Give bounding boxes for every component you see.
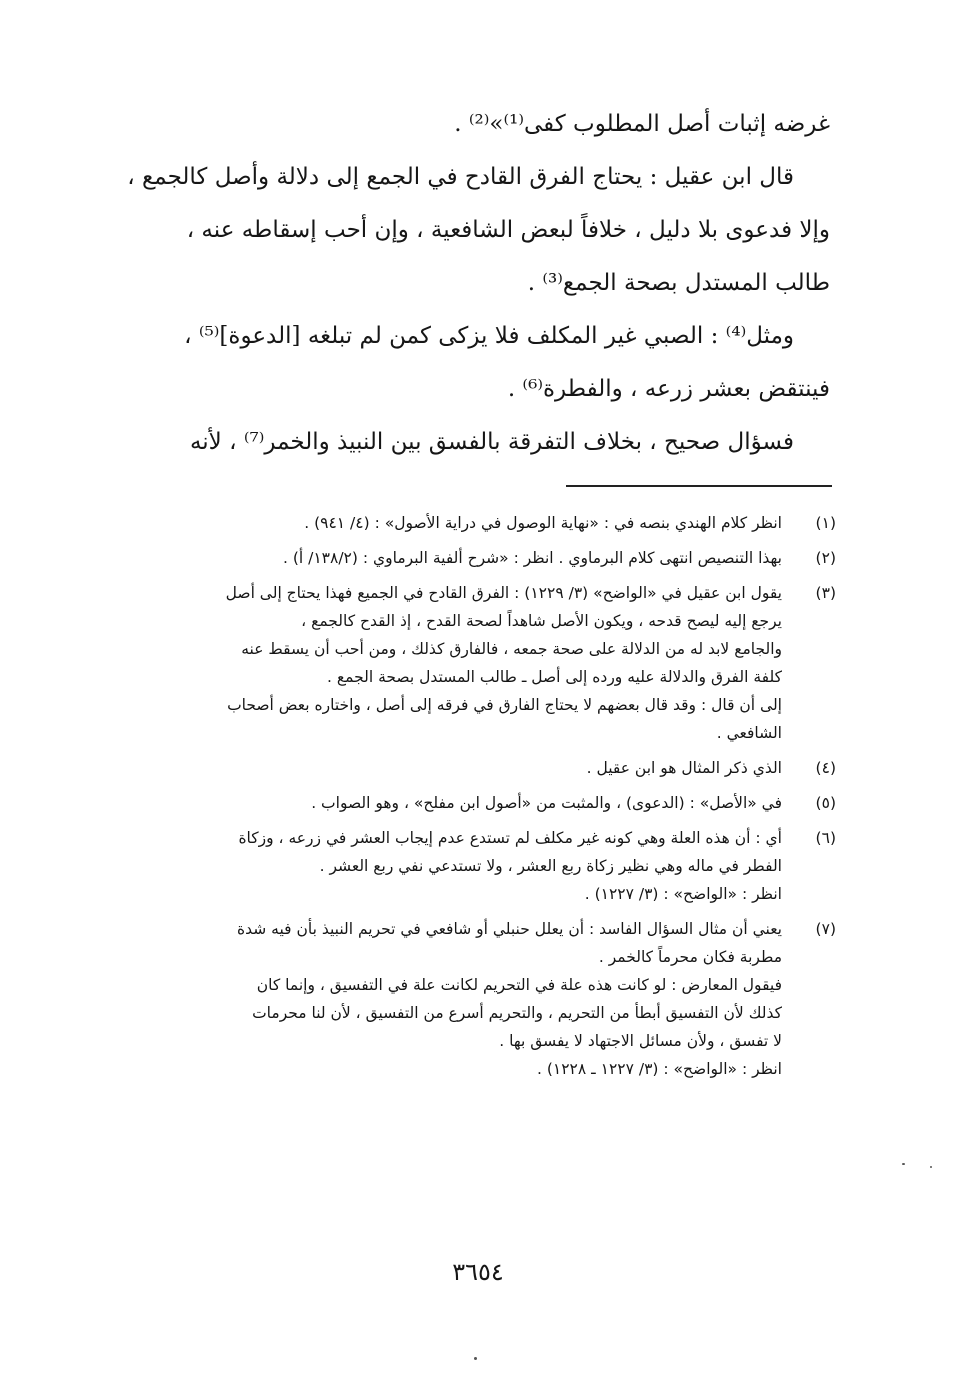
page-number: ٣٦٥٤ (452, 1258, 504, 1286)
footnote-line: فيقول المعارض : لو كانت هذه علة في التحريم لكانت علة في التفسيق ، وإنما كان (256, 976, 782, 994)
footnote-line: كذلك لأن التفسيق أبطأ من التحريم ، والتحريم أسرع من التفسيق ، لأن لنا محرمات (252, 1004, 782, 1022)
scan-speck (474, 1357, 477, 1360)
main-text-line: فينتقض بعشر زرعه ، والفطرة⁽⁶⁾ . (507, 376, 830, 402)
footnote-line: والجامع لابد له من الدلالة على صحة جمعه ، فالفارق كذلك ، ومن أحب أن يسقط عنه (241, 640, 782, 658)
footnote-line: مطربة فكان محرماً كالخمر . (598, 948, 782, 966)
main-text-line: قال ابن عقيل : يحتاج الفرق القادح في الجمع إلى دلالة وأصل كالجمع ، (127, 164, 794, 190)
main-text-line: فسؤال صحيح ، بخلاف التفرقة بالفسق بين النبيذ والخمر⁽⁷⁾ ، لأنه (189, 429, 794, 455)
footnote-number: (٣) (815, 584, 836, 602)
scan-speck (930, 1166, 932, 1168)
footnote-number: (٤) (815, 759, 836, 777)
footnote-line: الفطر في ماله وهي نظير زكاة ربع العشر ، ولا تستدعي نفي ربع العشر . (319, 857, 782, 875)
footnote-line: إلى أن قال : وقد قال بعضهم لا يحتاج الفارق في فرقه إلى أصل ، واختاره بعض أصحاب (227, 696, 782, 714)
footnote (128, 579, 836, 747)
footnote-line: أي : أن هذه العلة وهي كونه غير مكلف لم تستدع عدم إيجاب العشر في زرعه ، وزكاة (238, 829, 782, 847)
footnote (128, 544, 836, 572)
footnote (128, 824, 836, 908)
main-text-line: وإلا فدعوى بلا دليل ، خلافاً لبعض الشافعية ، وإن أحب إسقاطه عنه ، (186, 217, 830, 243)
footnote-line: في «الأصل» : (الدعوى) ، والمثبت من «أصول ابن مفلح» ، وهو الصواب . (311, 794, 782, 812)
footnote-line: انظر : «الواضح» : (٣/ ١٢٢٧) . (584, 885, 782, 903)
footnote-line: انظر كلام الهندي بنصه في : «نهاية الوصول في دراية الأصول» : (٤/ ٩٤١) . (304, 514, 782, 532)
footnote-line: انظر : «الواضح» : (٣/ ١٢٢٧ ـ ١٢٢٨) . (537, 1060, 782, 1078)
footnote-separator (566, 485, 832, 487)
footnote-line: يعني أن مثال السؤال الفاسد : أن يعلل حنبلي أو شافعي في تحريم النبيذ بأن فيه شدة (237, 920, 782, 938)
footnote-line: الشافعي . (716, 724, 782, 742)
footnote-number: (١) (815, 514, 836, 532)
footnote (128, 509, 836, 537)
footnote-line: الذي ذكر المثال هو ابن عقيل . (586, 759, 782, 777)
footnote-number: (٧) (815, 920, 836, 938)
footnote (128, 915, 836, 1083)
main-text-line: غرضه إثبات أصل المطلوب كفى⁽¹⁾»⁽²⁾ . (454, 111, 830, 137)
scan-speck (902, 1163, 905, 1165)
footnote-line: لا تفسق ، ولأن مسائل الاجتهاد لا يفسق بها . (499, 1032, 782, 1050)
main-text-line: ومثل⁽⁴⁾ : الصبي غير المكلف فلا يزكى كمن لم تبلغه [الدعوة]⁽⁵⁾ ، (184, 323, 794, 349)
footnote (128, 754, 836, 782)
footnote-number: (٢) (815, 549, 836, 567)
footnote-number: (٥) (815, 794, 836, 812)
footnotes (128, 509, 836, 1090)
footnote (128, 789, 836, 817)
main-text-line: طالب المستدل بصحة الجمع⁽³⁾ . (527, 270, 830, 296)
footnote-line: يرجع إليه ليصح قدحه ، ويكون الأصل شاهداً لصحة القدح ، إذ القدح كالجمع ، (301, 612, 782, 630)
footnote-line: بهذا التنصيص انتهى كلام البرماوي . انظر : «شرح ألفية البرماوي : (١٣٨/٢/ أ) . (283, 549, 782, 567)
main-body-text (118, 98, 830, 469)
footnote-number: (٦) (815, 829, 836, 847)
footnote-line: يقول ابن عقيل في «الواضح» (٣/ ١٢٢٩) : الفرق القادح في الجميع فهذا يحتاج إلى أصل (225, 584, 782, 602)
footnote-line: كلفة الفرق والدلالة عليه ورده إلى أصل ـ طالب المستدل بصحة الجمع . (327, 668, 782, 686)
